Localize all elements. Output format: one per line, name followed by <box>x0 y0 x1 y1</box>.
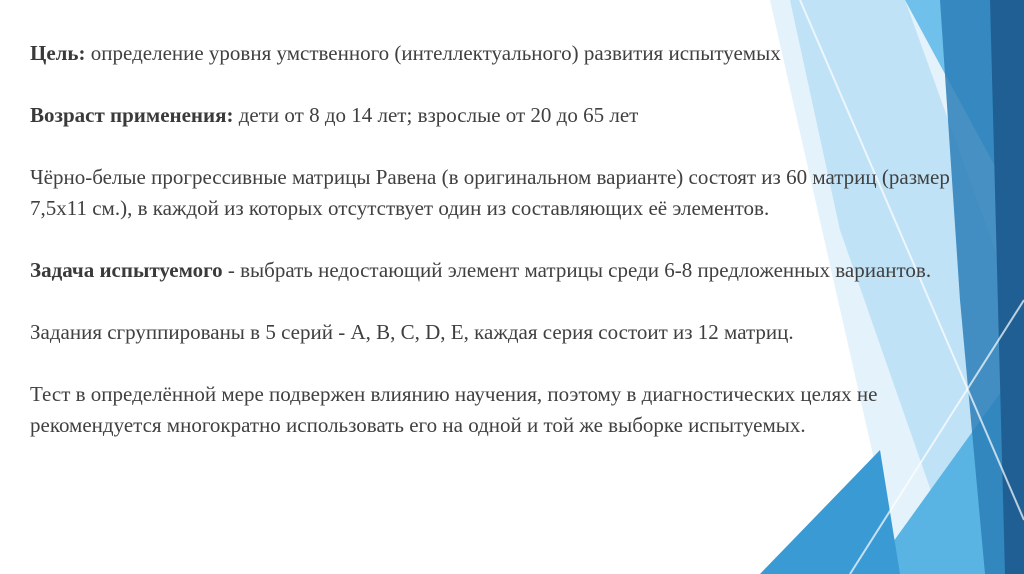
task-text: - выбрать недостающий элемент матрицы среди 6-8 предложенных вариантов. <box>222 258 932 282</box>
age-label: Возраст применения: <box>30 103 234 127</box>
matrices-paragraph: Чёрно-белые прогрессивные матрицы Равена (в оригинальном варианте) состоят из 60 матриц (размер 7,5х11 см.), в каждой из которых отсутствует один из составляющих её элементов. <box>30 165 950 220</box>
learning-paragraph: Тест в определённой мере подвержен влиянию научения, поэтому в диагностических целях не рекомендуется многократно использовать его на одной и той же выборке испытуемых. <box>30 382 878 437</box>
slide-content <box>30 38 980 472</box>
goal-text: определение уровня умственного (интеллектуального) развития испытуемых <box>85 41 781 65</box>
goal-label: Цель: <box>30 41 86 65</box>
task-label: Задача испытуемого <box>30 258 223 282</box>
task-paragraph <box>30 255 980 286</box>
goal-paragraph <box>30 38 980 69</box>
age-paragraph <box>30 100 980 131</box>
age-text: дети от 8 до 14 лет; взрослые от 20 до 65 лет <box>233 103 639 127</box>
series-paragraph: Задания сгруппированы в 5 серий - A, B, C, D, E, каждая серия состоит из 12 матриц. <box>30 320 794 344</box>
